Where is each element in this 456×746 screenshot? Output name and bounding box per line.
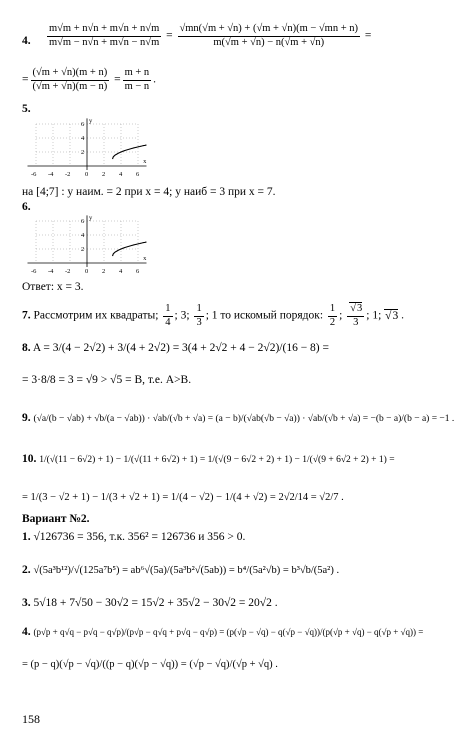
denominator: 4	[165, 316, 171, 328]
problem-8-text: A = 3/(4 − 2√2) + 3/(4 + 2√2) = 3(4 + 2√2 + 4 − 2√2)/(16 − 8) =	[32, 342, 329, 354]
problem-10-line2: = 1/(3 − √2 + 1) − 1/(3 + √2 + 1) = 1/(4 − √2) − 1/(4 + √2) = 2√2/14 = √2/7 .	[22, 492, 344, 503]
fraction	[31, 68, 110, 92]
problem-7-label: 7.	[22, 309, 31, 322]
problem-8-line2: = 3·8/8 = 3 = √9 > √5 = B, т.е. A>B.	[22, 374, 192, 386]
x-tick-label: -2	[65, 171, 71, 178]
problem-9-line	[22, 413, 454, 425]
x-axis-label: x	[143, 255, 147, 262]
problem-9-text: (√a/(b − √ab) + √b/(a − √ab)) · √ab/(√b + √a) = (a − b)/(√ab(√b − √a)) · √ab/(√b + √a) = −(b − a)/(b − a) = −1 .	[33, 414, 455, 424]
x-tick-label: 4	[119, 268, 123, 275]
x-tick-label: -4	[48, 171, 54, 178]
numerator: √mn(√m + √n) + (√m + √n)(m − √mn + n)	[178, 24, 361, 37]
x-tick-label: -2	[65, 268, 71, 275]
problem-10-line1	[22, 454, 395, 466]
y-tick-label: 2	[81, 149, 85, 156]
fraction	[47, 24, 161, 48]
numerator: m + n	[123, 68, 152, 81]
variant-3	[22, 598, 278, 610]
denominator: (√m + √n)(m − n)	[32, 80, 108, 92]
problem-6-answer: Ответ: x = 3.	[22, 281, 84, 293]
problem-7-text-b: ; 1 то искомый порядок:	[205, 309, 324, 322]
variant-1-text: √126736 = 356, т.к. 356² = 126736 и 356 > 0.	[33, 531, 246, 543]
x-tick-label: -6	[31, 171, 37, 178]
page-number: 158	[22, 712, 40, 726]
numerator: 1	[163, 304, 172, 317]
fraction	[194, 304, 203, 328]
problem-5-text: на [4;7] : y наим. = 2 при x = 4; y наиб = 3 при x = 7.	[22, 186, 276, 198]
problem-5-label: 5.	[22, 103, 31, 115]
denominator: 2	[329, 316, 336, 328]
denominator: m(√m + √n) − n(√m + √n)	[213, 36, 325, 48]
numerator: 1	[194, 304, 203, 317]
variant-4-line1	[22, 627, 423, 639]
problem-10-text: 1/(√(11 − 6√2) + 1) − 1/(√(11 + 6√2) + 1) = 1/(√(9 − 6√2 + 2) + 1) − 1/(√(9 + 6√2 + 2) + 1) =	[39, 455, 395, 465]
denominator: m − n	[124, 80, 150, 92]
problem-8-label: 8.	[22, 342, 31, 354]
x-tick-label: 6	[136, 171, 140, 178]
numerator: √ 3	[347, 304, 364, 317]
problem-4-line1: $\frac{m√m + n√n + m√n + n√m}{m√m - n√n + m√n - n√m}$ = $\frac{√mn(√m + √n) + (√m + √n)(m - √mn + n)}{m(√m + √n) - n(√m + √n)}$ =	[49, 23, 372, 48]
fraction	[178, 24, 361, 48]
x-tick-label: 6	[136, 268, 140, 275]
item-label: 2.	[22, 564, 31, 576]
variant-heading: Вариант №2.	[22, 513, 90, 525]
y-tick-label: 4	[81, 232, 85, 239]
x-axis-label: x	[143, 158, 147, 165]
x-tick-label: -6	[31, 268, 37, 275]
y-tick-label: 6	[81, 218, 85, 225]
y-tick-label: 6	[81, 121, 85, 128]
denominator: 3	[353, 316, 359, 328]
denominator: m√m − n√n + m√n − n√m	[49, 36, 160, 48]
y-tick-label: 4	[81, 135, 85, 142]
fraction	[347, 304, 364, 328]
variant-1	[22, 532, 245, 544]
graph-problem-5	[22, 116, 152, 184]
x-tick-label: 4	[119, 171, 123, 178]
fraction	[123, 68, 152, 92]
problem-4-line2: = $\frac{(√m + √n)(m + n)}{(√m + √n)(m - n)}$ = $\frac{m + n}{m - n}$ .	[22, 67, 157, 92]
problem-6-label: 6.	[22, 201, 31, 213]
y-tick-label: 2	[81, 246, 85, 253]
problem-7-line: 7. Рассмотрим их квадраты; $\frac{1}{4}$ ; 3; $\frac{1}{3}$ ; 1 то искомый порядок: $\frac{1}{2}$ ; √ $\frac{3}{3}$ ; 1; √ 3 .	[22, 304, 404, 328]
item-label: 1.	[22, 531, 31, 543]
y-axis-label: y	[89, 214, 93, 222]
fraction	[163, 304, 172, 328]
problem-4-label: 4.	[22, 35, 31, 47]
variant-4-text: (p√p + q√q − p√q − q√p)/(p√p − q√q + p√q − q√p) = (p(√p − √q) − q(√p − √q))/(p(√p + √q) − q(√p + √q)) =	[33, 627, 424, 637]
problem-8-line1	[22, 343, 329, 355]
x-tick-label: 2	[102, 268, 106, 275]
item-label: 4.	[22, 626, 31, 638]
variant-3-text: 5√18 + 7√50 − 30√2 = 15√2 + 35√2 − 30√2 = 20√2 .	[33, 597, 278, 609]
variant-4-line2: = (p − q)(√p − √q)/((p − q)(√p − √q)) = (√p − √q)/(√p + √q) .	[22, 659, 278, 670]
numerator: m√m + n√n + m√n + n√m	[47, 24, 161, 37]
variant-2	[22, 565, 339, 577]
problem-7-text: Рассмотрим их квадраты;	[33, 309, 159, 322]
denominator: 3	[196, 316, 202, 328]
fraction	[328, 304, 337, 328]
x-tick-label: 2	[102, 171, 106, 178]
x-tick-label: 0	[85, 268, 89, 275]
problem-9-label: 9.	[22, 412, 31, 424]
graph-problem-6	[22, 213, 152, 281]
item-label: 3.	[22, 597, 31, 609]
y-axis-label: y	[89, 117, 93, 125]
x-tick-label: 0	[85, 171, 89, 178]
x-tick-label: -4	[48, 268, 54, 275]
numerator: 1	[328, 304, 337, 317]
numerator: (√m + √n)(m + n)	[31, 68, 110, 81]
problem-10-label: 10.	[22, 453, 37, 465]
variant-2-text: √(5a³b¹²)/√(125a⁷b⁵) = ab⁶√(5a)/(5a³b²√(5ab)) = b⁴/(5a²√b) = b³√b/(5a²) .	[33, 565, 340, 576]
